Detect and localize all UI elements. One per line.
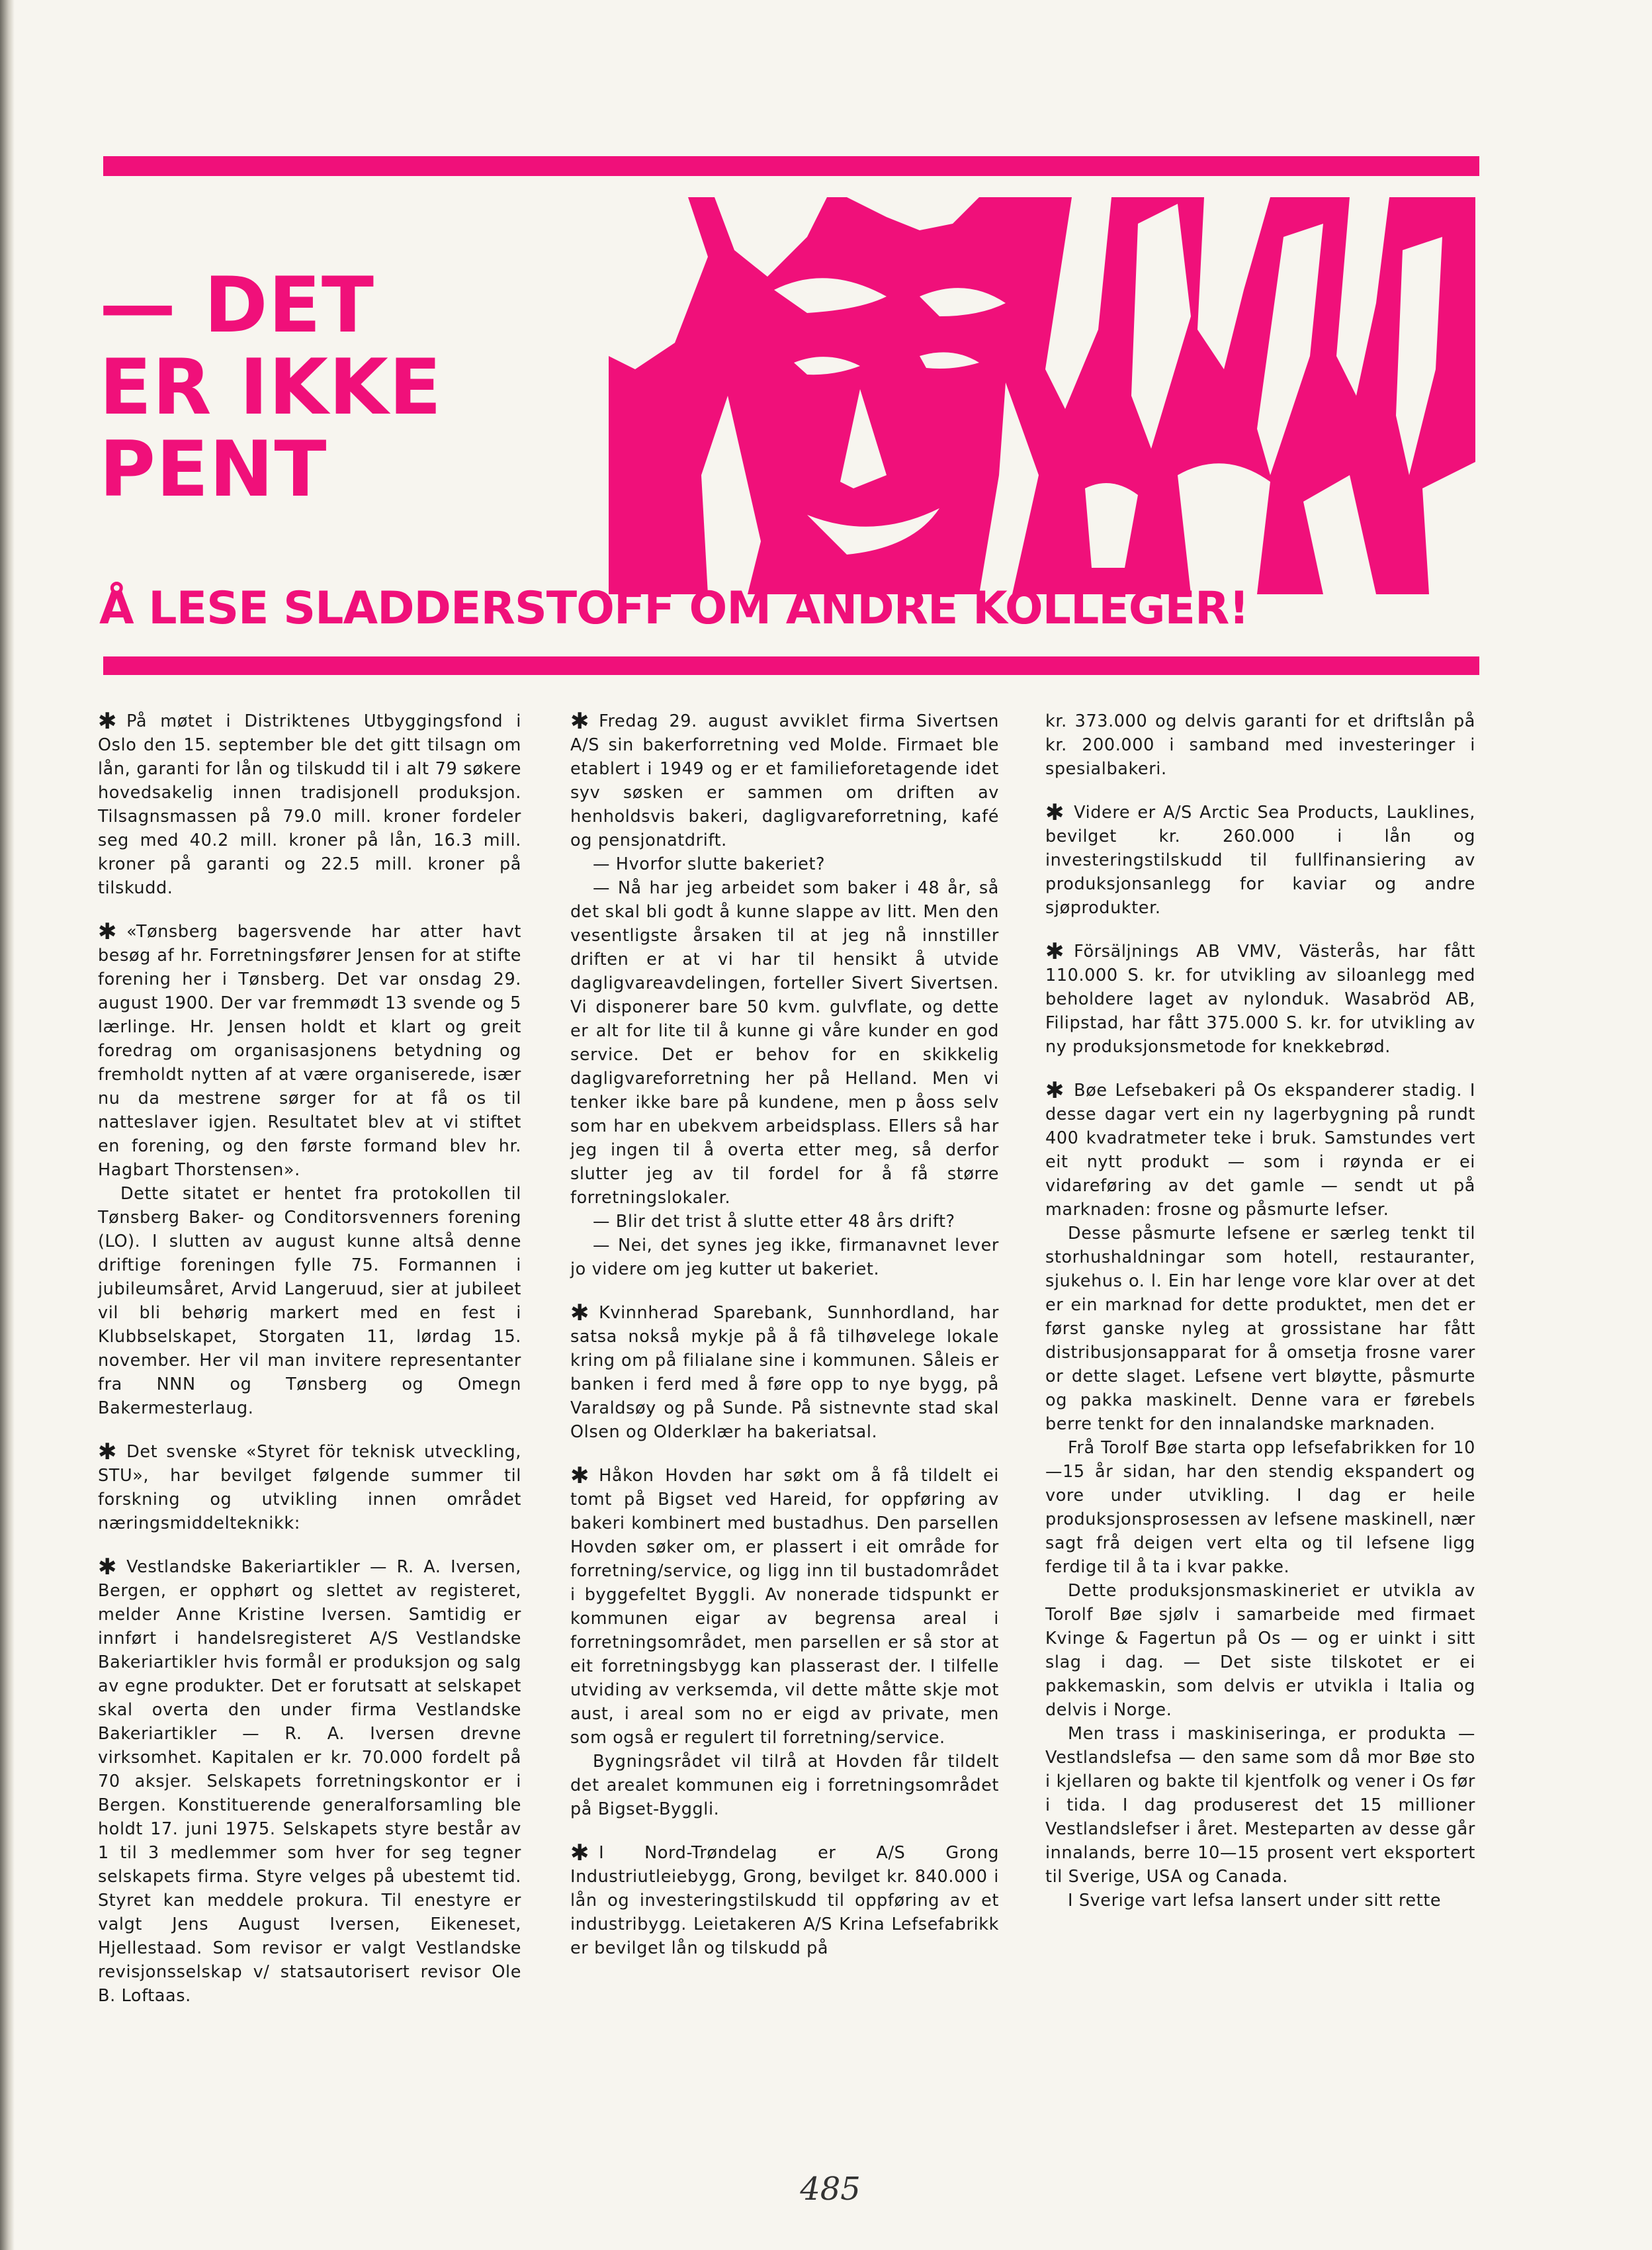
bullet-star-icon: ✱ xyxy=(98,1439,118,1465)
paragraph-text: Vestlandske Bakeriartikler — R. A. Iversen, Bergen, er opphørt og slettet av registeret, melder Anne Kristine Iversen. Samtidig er innført i handelsregisteret A/S Vestlandske Bakeriartikler hvis formål er produksjon og salg av egne produkter. Det er forutsatt at selskapet skal overta den under firma Vestlandske Bakeriartikler — R. A. Iversen drevne virksomhet. Kapitalen er kr. 70.000 fordelt på 70 aksjer. Selskapets forretningskontor er i Bergen. Konstituerende generalforsamling ble holdt 17. juni 1975. Selskapets styre består av 1 til 3 medlemmer som hver for seg tegner selskapets firma. Styre velges på ubestemt tid. Styret kan meddele prokura. Til enestyre er valgt Jens August Iversen, Eikeneset, Hjellestaad. Som revisor er valgt Vestlandske revisjonsselskap v/ statsautorisert revisor Ole B. Loftaas. xyxy=(98,1557,521,2006)
paragraph-text: Fredag 29. august avviklet firma Sivertsen A/S sin bakerforretning ved Molde. Firmaet ble etablert i 1949 og er et familieforetagende idet syv søsken er sammen om driften av henholdsvis bakeri, dagligvareforretning, kafé og pensjonatdrift. xyxy=(570,711,999,850)
paragraph xyxy=(570,1301,999,1444)
paragraph-text: Frå Torolf Bøe starta opp lefsefabrikken for 10—15 år sidan, har den stendig ekspandert og vore under utvikling. I dag er heile produksjonsprosessen av lefsene maskinell, nær sagt frå deigen vert elta og til lefsene ligg ferdige til å ta i kvar pakke. xyxy=(1045,1438,1475,1577)
paragraph xyxy=(570,1210,999,1234)
paragraph xyxy=(570,876,999,1210)
bullet-star-icon: ✱ xyxy=(570,1462,590,1489)
bullet-star-icon: ✱ xyxy=(570,1300,590,1326)
headline xyxy=(99,261,443,514)
bullet-star-icon: ✱ xyxy=(98,708,118,735)
text-column-1 xyxy=(98,709,521,2028)
bottom-accent-rule xyxy=(103,656,1479,675)
paragraph-text: Försäljnings AB VMV, Västerås, har fått 110.000 S. kr. for utvikling av siloanlegg med beholdere laget av nylonduk. Wasabröd AB, Filipstad, har fått 375.000 S. kr. for utvikling av ny produksjonsmetode for knekkebrød. xyxy=(1045,942,1475,1057)
paragraph xyxy=(1045,940,1475,1059)
paragraph-text: Bøe Lefsebakeri på Os ekspanderer stadig. I desse dagar vert ein ny lagerbygning på rundt 400 kvadratmeter teke i bruk. Samstundes vert eit nytt produkt — som i røynda er ei vidareføring av det gamle — sendt ut på marknaden: frosne og påsmurte lefser. xyxy=(1045,1081,1475,1220)
portrait-illustration xyxy=(609,197,1475,594)
bullet-star-icon: ✱ xyxy=(570,708,590,735)
text-column-2 xyxy=(570,709,999,1980)
paragraph xyxy=(98,709,521,900)
paragraph xyxy=(570,852,999,876)
text-column-3 xyxy=(1045,709,1475,1932)
headline-line-3: PENT xyxy=(99,425,327,514)
paragraph xyxy=(1045,1079,1475,1222)
paragraph xyxy=(98,920,521,1182)
paragraph xyxy=(1045,1722,1475,1889)
bullet-star-icon: ✱ xyxy=(98,919,118,945)
paragraph xyxy=(570,709,999,852)
paragraph-text: I Sverige vart lefsa lansert under sitt rette xyxy=(1068,1891,1442,1911)
paragraph-text: På møtet i Distriktenes Utbyggingsfond i Oslo den 15. september ble det gitt tilsagn om lån, garanti for lån og tilskudd til i alt 79 søkere hovedsakelig innen tradisjonell produksjon. Tilsagnsmassen på 79.0 mill. kroner fordeler seg med 40.2 mill. kroner på lån, 16.3 mill. kroner på garanti og 22.5 mill. kroner på tilskudd. xyxy=(98,711,521,898)
paragraph-text: Håkon Hovden har søkt om å få tildelt ei tomt på Bigset ved Hareid, for oppføring av bakeri kombinert med bustadhus. Den parsellen Hovden søker om, er plassert i eit område for forretning/service, og ligg inn til bustadområdet i byggefeltet Byggli. Av nonerade tidspunkt er kommunen eigar av begrensa areal i forretningsområdet, men parsellen er så stor at eit forretningsbygg kan plasserast der. I tilfelle utviding av verksemda, vil dette måtte skje mot aust, i areal som no er eigd av private, men som også er regulert til forretning/service. xyxy=(570,1466,999,1748)
paragraph xyxy=(1045,1579,1475,1722)
paragraph-text: «Tønsberg bagersvende har atter havt besøg af hr. Forretningsfører Jensen for at stifte forening her i Tønsberg. Det var onsdag 29. august 1900. Der var fremmødt 13 svende og 5 lærlinge. Hr. Jensen holdt et klart og greit foredrag om organisasjonens betydning og fremholdt nytten af at være organiserede, især nu da mestrene sørger for at få os til natteslaver igjen. Resultatet blev at vi stiftet en forening, og den første formand blev hr. Hagbart Thorstensen». xyxy=(98,922,521,1180)
paragraph-text: Bygningsrådet vil tilrå at Hovden får tildelt det arealet kommunen eig i forretningsområdet på Bigset-Byggli. xyxy=(570,1752,999,1819)
paragraph xyxy=(98,1440,521,1535)
paragraph xyxy=(570,1750,999,1821)
paragraph xyxy=(1045,1222,1475,1436)
portrait-illustration-art xyxy=(609,197,1475,594)
paragraph-text: Desse påsmurte lefsene er særleg tenkt til storhushaldningar som hotell, restauranter, sjukehus o. l. Ein har lenge vore klar over at det er ein marknad for dette produktet, men det er først ganske nyleg at grossistane har fått distribusjonsapparat for å omsetja frosne varer or dette slaget. Lefsene vert bløytte, påsmurte og pakka maskinelt. Denne vara er førebels berre tenkt for den innalandske marknaden. xyxy=(1045,1224,1475,1434)
paragraph-text: Dette sitatet er hentet fra protokollen til Tønsberg Baker- og Conditorsvenners forening (LO). I slutten av august kunne altså denne driftige foreningen fylle 75. Formannen i jubileumsåret, Arvid Langeruud, sier at jubileet vil bli behørig markert med en fest i Klubbselskapet, Storgaten 11, lørdag 15. november. Her vil man invitere representanter fra NNN og Tønsberg og Omegn Bakermesterlaug. xyxy=(98,1184,521,1418)
paragraph-text: — Hvorfor slutte bakeriet? xyxy=(593,854,826,874)
paragraph xyxy=(98,1182,521,1420)
bullet-star-icon: ✱ xyxy=(1045,799,1065,826)
page-number: 485 xyxy=(800,2171,861,2208)
bullet-star-icon: ✱ xyxy=(1045,938,1065,965)
paragraph-text: — Nei, det synes jeg ikke, firmanavnet lever jo videre om jeg kutter ut bakeriet. xyxy=(570,1236,999,1279)
paragraph-text: Kvinnherad Sparebank, Sunnhordland, har satsa nokså mykje på å få tilhøvelege lokale kring om på filialane sine i kommunen. Såleis er banken i ferd med å føre opp to nye bygg, på Varaldsøy og på Sunde. På sistnevnte stad skal Olsen og Olderklær ha bakeriatsal. xyxy=(570,1303,999,1442)
page-binding-shadow xyxy=(0,0,15,2250)
paragraph xyxy=(570,1841,999,1960)
paragraph-text: Dette produksjonsmaskineriet er utvikla av Torolf Bøe sjølv i samarbeide med firmaet Kvinge & Fagertun på Os — og er uinkt i sitt slag i dag. — Det siste tilskotet er ei pakkemaskin, som delvis er utvikla i Italia og delvis i Norge. xyxy=(1045,1581,1475,1720)
headline-line-1: — DET xyxy=(99,261,375,350)
paragraph xyxy=(1045,801,1475,920)
paragraph-text: — Nå har jeg arbeidet som baker i 48 år, så det skal bli godt å kunne slappe av litt. Men den vesentligste årsaken til at jeg nå innstiller driften er at vi har til hensikt å utvide dagligvareavdelingen, forteller Sivert Sivertsen. Vi disponerer bare 50 kvm. gulvflate, og dette er alt for lite til å kunne gi våre kunder en god service. Det er behov for en skikkelig dagligvareforretning her på Helland. Men vi tenker ikke bare på kundene, men p åoss selv som har en ubekvem arbeidsplass. Ellers så har jeg ingen til å overta etter meg, så derfor slutter jeg av til fordel for å få større forretningslokaler. xyxy=(570,878,999,1208)
paragraph xyxy=(1045,1436,1475,1579)
paragraph xyxy=(570,1464,999,1750)
bullet-star-icon: ✱ xyxy=(570,1840,590,1866)
subheadline: Å LESE SLADDERSTOFF OM ANDRE KOLLEGER! xyxy=(99,582,1249,635)
paragraph xyxy=(1045,1889,1475,1912)
bullet-star-icon: ✱ xyxy=(98,1554,118,1580)
paragraph-text: Videre er A/S Arctic Sea Products, Lauklines, bevilget kr. 260.000 i lån og investeringstilskudd til fullfinansiering av produksjonsanlegg for kaviar og andre sjøprodukter. xyxy=(1045,803,1475,918)
paragraph-text: — Blir det trist å slutte etter 48 års drift? xyxy=(593,1212,955,1232)
paragraph xyxy=(1045,709,1475,781)
paragraph xyxy=(570,1234,999,1281)
paragraph-text: kr. 373.000 og delvis garanti for et driftslån på kr. 200.000 i samband med investeringer i spesialbakeri. xyxy=(1045,711,1475,779)
bullet-star-icon: ✱ xyxy=(1045,1077,1065,1104)
paragraph xyxy=(98,1555,521,2008)
top-accent-rule xyxy=(103,156,1479,176)
paragraph-text: Det svenske «Styret för teknisk utveckling, STU», har bevilget følgende summer til forskning og utvikling innen området næringsmiddelteknikk: xyxy=(98,1442,521,1533)
paragraph-text: Men trass i maskiniseringa, er produkta — Vestlandslefsa — den same som då mor Bøe sto i kjellaren og bakte til kjentfolk og vener i Os før i tida. I dag produserest det 15 millioner Vestlandslefser i året. Mesteparten av desse går innalands, berre 10—15 prosent vert eksportert til Sverige, USA og Canada. xyxy=(1045,1724,1475,1887)
headline-line-2: ER IKKE xyxy=(99,343,443,432)
paragraph-text: I Nord-Trøndelag er A/S Grong Industriutleiebygg, Grong, bevilget kr. 840.000 i lån og investeringstilskudd til oppføring av et industribygg. Leietakeren A/S Krina Lefsefabrikk er bevilget lån og tilskudd på xyxy=(570,1843,999,1958)
